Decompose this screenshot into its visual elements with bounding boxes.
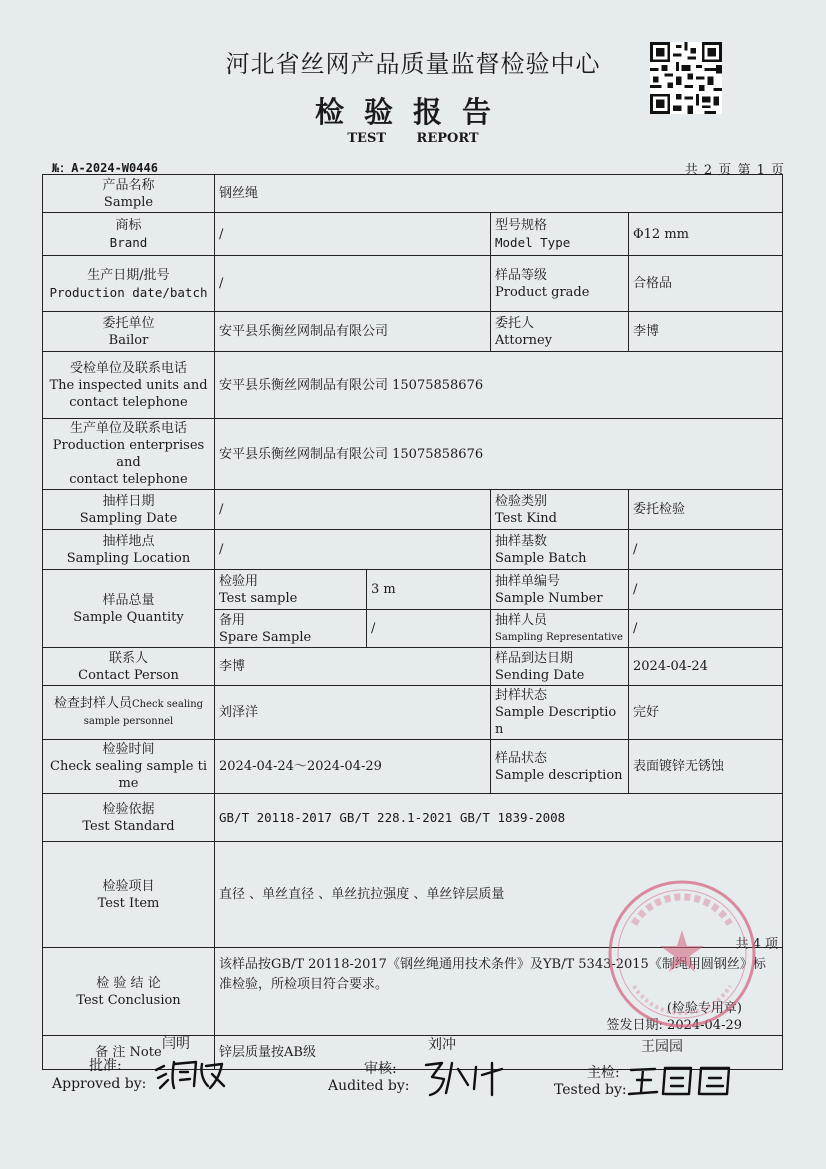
brand-value: / [215, 213, 491, 256]
sampling-location-label: 抽样地点 Sampling Location [43, 530, 215, 570]
product-grade-label: 样品等级 Product grade [491, 256, 629, 312]
sample-state-value: 表面镀锌无锈蚀 [629, 740, 783, 794]
row-production-date [43, 256, 783, 312]
sample-value: 钢丝绳 [215, 175, 783, 213]
seal-note: (检验专用章) [666, 1000, 743, 1016]
note-value: 锌层质量按AB级 [215, 1036, 783, 1070]
auditor-signature [418, 1055, 530, 1099]
tested-label-en: Tested by: [554, 1082, 627, 1098]
bailor-label: 委托单位 Bailor [43, 312, 215, 352]
row-brand [43, 213, 783, 256]
bailor-value: 安平县乐衡丝网制品有限公司 [215, 312, 491, 352]
sample-number-label: 抽样单编号 Sample Number [491, 570, 629, 610]
report-number: №：A-2024-W0446 [52, 161, 158, 175]
sample-state-label: 样品状态 Sample description [491, 740, 629, 794]
row-contact-person [43, 648, 783, 686]
sampling-rep-value: / [629, 610, 783, 648]
test-item-count: 共 4 项 [735, 936, 779, 952]
row-inspected-unit [43, 352, 783, 419]
row-sealing-personnel [43, 686, 783, 740]
center-name: 河北省丝网产品质量监督检验中心 [225, 50, 601, 78]
conclusion-label: 检 验 结 论 Test Conclusion [43, 948, 215, 1036]
row-sampling-date [43, 490, 783, 530]
test-item-label: 检验项目 Test Item [43, 842, 215, 948]
auditor-name: 刘冲 [428, 1037, 456, 1053]
qr-code-icon [650, 42, 722, 114]
sealing-personnel-value: 刘泽洋 [215, 686, 491, 740]
sampling-date-value: / [215, 490, 491, 530]
inspected-unit-value: 安平县乐衡丝网制品有限公司 15075858676 [215, 352, 783, 419]
attorney-value: 李博 [629, 312, 783, 352]
sample-number-value: / [629, 570, 783, 610]
report-title-cn: 检验报告 [314, 95, 511, 129]
model-value: Φ12 mm [629, 213, 783, 256]
row-test-sample [43, 570, 783, 610]
inspected-unit-label: 受检单位及联系电话 The inspected units and contact telephone [43, 352, 215, 419]
test-kind-value: 委托检验 [629, 490, 783, 530]
check-time-value: 2024-04-24～2024-04-29 [215, 740, 491, 794]
row-check-time [43, 740, 783, 794]
spare-sample-value: / [367, 610, 491, 648]
row-sampling-location [43, 530, 783, 570]
sample-batch-value: / [629, 530, 783, 570]
sampling-date-label: 抽样日期 Sampling Date [43, 490, 215, 530]
contact-person-value: 李博 [215, 648, 491, 686]
approver-signature [150, 1052, 230, 1094]
contact-person-label: 联系人 Contact Person [43, 648, 215, 686]
row-test-standard [43, 794, 783, 842]
sample-quantity-label: 样品总量 Sample Quantity [43, 570, 215, 648]
product-grade-value: 合格品 [629, 256, 783, 312]
approved-label-cn: 批准: [89, 1058, 122, 1074]
brand-label: 商标 Brand [43, 213, 215, 256]
tester-signature [625, 1060, 743, 1100]
sealing-personnel-label: 检查封样人员Check sealing sample personnel [43, 686, 215, 740]
sampling-rep-label: 抽样人员 Sampling Representative [491, 610, 629, 648]
test-sample-value: 3 m [367, 570, 491, 610]
report-title-en: TEST REPORT [347, 131, 479, 146]
audited-label-en: Audited by: [328, 1078, 410, 1094]
test-sample-label: 检验用 Test sample [215, 570, 367, 610]
production-enterprise-label: 生产单位及联系电话 Production enterprises and contact telephone [43, 419, 215, 490]
test-item-value: 直径 、单丝直径 、单丝抗拉强度 、单丝锌层质量 [215, 842, 783, 948]
test-kind-label: 检验类别 Test Kind [491, 490, 629, 530]
page-info: 共 2 页 第 1 页 [684, 163, 784, 178]
production-date-value: / [215, 256, 491, 312]
seal-status-label: 封样状态 Sample Description [491, 686, 629, 740]
tester-name: 王园园 [641, 1039, 683, 1055]
approver-name: 闫明 [162, 1036, 190, 1052]
seal-status-value: 完好 [629, 686, 783, 740]
model-label: 型号规格 Model Type [491, 213, 629, 256]
sending-date-value: 2024-04-24 [629, 648, 783, 686]
attorney-label: 委托人 Attorney [491, 312, 629, 352]
conclusion-text: 该样品按GB/T 20118-2017《钢丝绳通用技术条件》及YB/T 5343-2015《制绳用圆钢丝》标准检验，所检项目符合要求。 [219, 956, 766, 992]
sampling-location-value: / [215, 530, 491, 570]
production-enterprise-value: 安平县乐衡丝网制品有限公司 15075858676 [215, 419, 783, 490]
row-sample [43, 175, 783, 213]
test-standard-label: 检验依据 Test Standard [43, 794, 215, 842]
sample-batch-label: 抽样基数 Sample Batch [491, 530, 629, 570]
test-standard-value: GB/T 20118-2017 GB/T 228.1-2021 GB/T 1839-2008 [215, 794, 783, 842]
row-bailor [43, 312, 783, 352]
inspection-seal-stamp [604, 876, 760, 1032]
audited-label-cn: 审核: [364, 1061, 397, 1077]
spare-sample-label: 备用 Spare Sample [215, 610, 367, 648]
production-date-label: 生产日期/批号 Production date/batch [43, 256, 215, 312]
note-label: 备 注 Note [43, 1036, 215, 1070]
row-production-enterprise [43, 419, 783, 490]
approved-label-en: Approved by: [52, 1076, 147, 1092]
sample-label: 产品名称 Sample [43, 175, 215, 213]
tested-label-cn: 主检: [587, 1065, 620, 1081]
check-time-label: 检验时间 Check sealing sample time [43, 740, 215, 794]
issue-date: 签发日期: 2024-04-29 [606, 1017, 743, 1033]
sending-date-label: 样品到达日期 Sending Date [491, 648, 629, 686]
